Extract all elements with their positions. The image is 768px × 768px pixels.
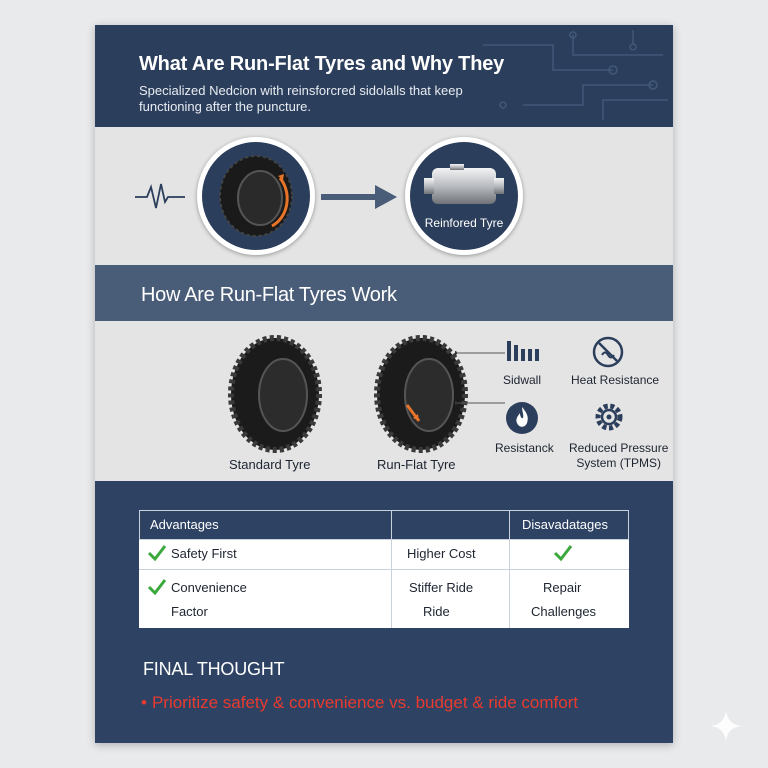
metal-cylinder-icon [410,142,518,222]
feature-label-tpms-line1: Reduced Pressure [569,441,669,455]
standard-tyre-label: Standard Tyre [229,457,311,472]
bullet-dot-icon: • [141,693,147,712]
final-thought-text: Prioritize safety & convenience vs. budget & ride comfort [151,693,579,712]
feature-label-resistance: Resistanck [495,441,554,455]
tyre-circle [197,137,315,255]
row2-middle-line1: Stiffer Ride [409,580,474,595]
feature-label-sidewall: Sidwall [503,373,542,387]
row1-middle: Higher Cost [407,546,476,561]
heat-icon [591,335,625,369]
row2-advantage-line2: Factor [171,604,208,619]
flame-icon [505,401,539,435]
page-subtitle: Specialized Nedcion with reinsforcred sidolalls that keep functioning after the puncture. [139,83,463,114]
row2-disadvantage-line2: Challenges [531,604,597,619]
final-thought-heading: FINAL THOUGHT [143,659,285,679]
standard-tyre-icon [227,335,323,453]
pulse-icon [135,182,185,212]
header [95,25,673,127]
row2-disadvantage-line1: Repair [543,580,582,595]
how-section-heading: How Are Run-Flat Tyres Work [141,284,397,306]
page-title: What Are Run-Flat Tyres and Why They [139,53,505,75]
intro-band [95,127,673,265]
arrow-right-icon [321,185,397,209]
circuit-pattern-icon [463,25,673,127]
tyre-icon [202,142,310,250]
table-body [139,540,629,628]
pros-cons-table [139,510,629,628]
gear-icon [593,401,625,433]
reinforced-tyre-circle [405,137,523,255]
reinforced-tyre-label: Reinfored Tyre [424,216,504,230]
infographic-poster [95,25,673,743]
final-thought-bullet [141,693,578,713]
how-section-header [95,265,673,321]
table-header [139,510,629,540]
column-divider [509,510,510,628]
row1-advantage: Safety First [171,546,237,561]
how-section-body [95,321,673,481]
feature-label-tpms [569,441,668,471]
check-icon [147,578,167,596]
header-disadvantages: Disavadatages [522,517,608,532]
feature-label-tpms-line2: System (TPMS) [576,456,662,470]
check-icon [553,544,573,562]
check-icon [147,544,167,562]
row2-middle-line2: Ride [423,604,450,619]
column-divider [391,510,392,628]
bars-icon [505,339,539,363]
row2-advantage-line1: Convenience [171,580,247,595]
sparkle-icon [708,708,744,744]
run-flat-tyre-label: Run-Flat Tyre [377,457,456,472]
header-advantages: Advantages [150,517,219,532]
feature-label-heat: Heat Resistance [571,373,660,387]
table-row [139,540,629,570]
